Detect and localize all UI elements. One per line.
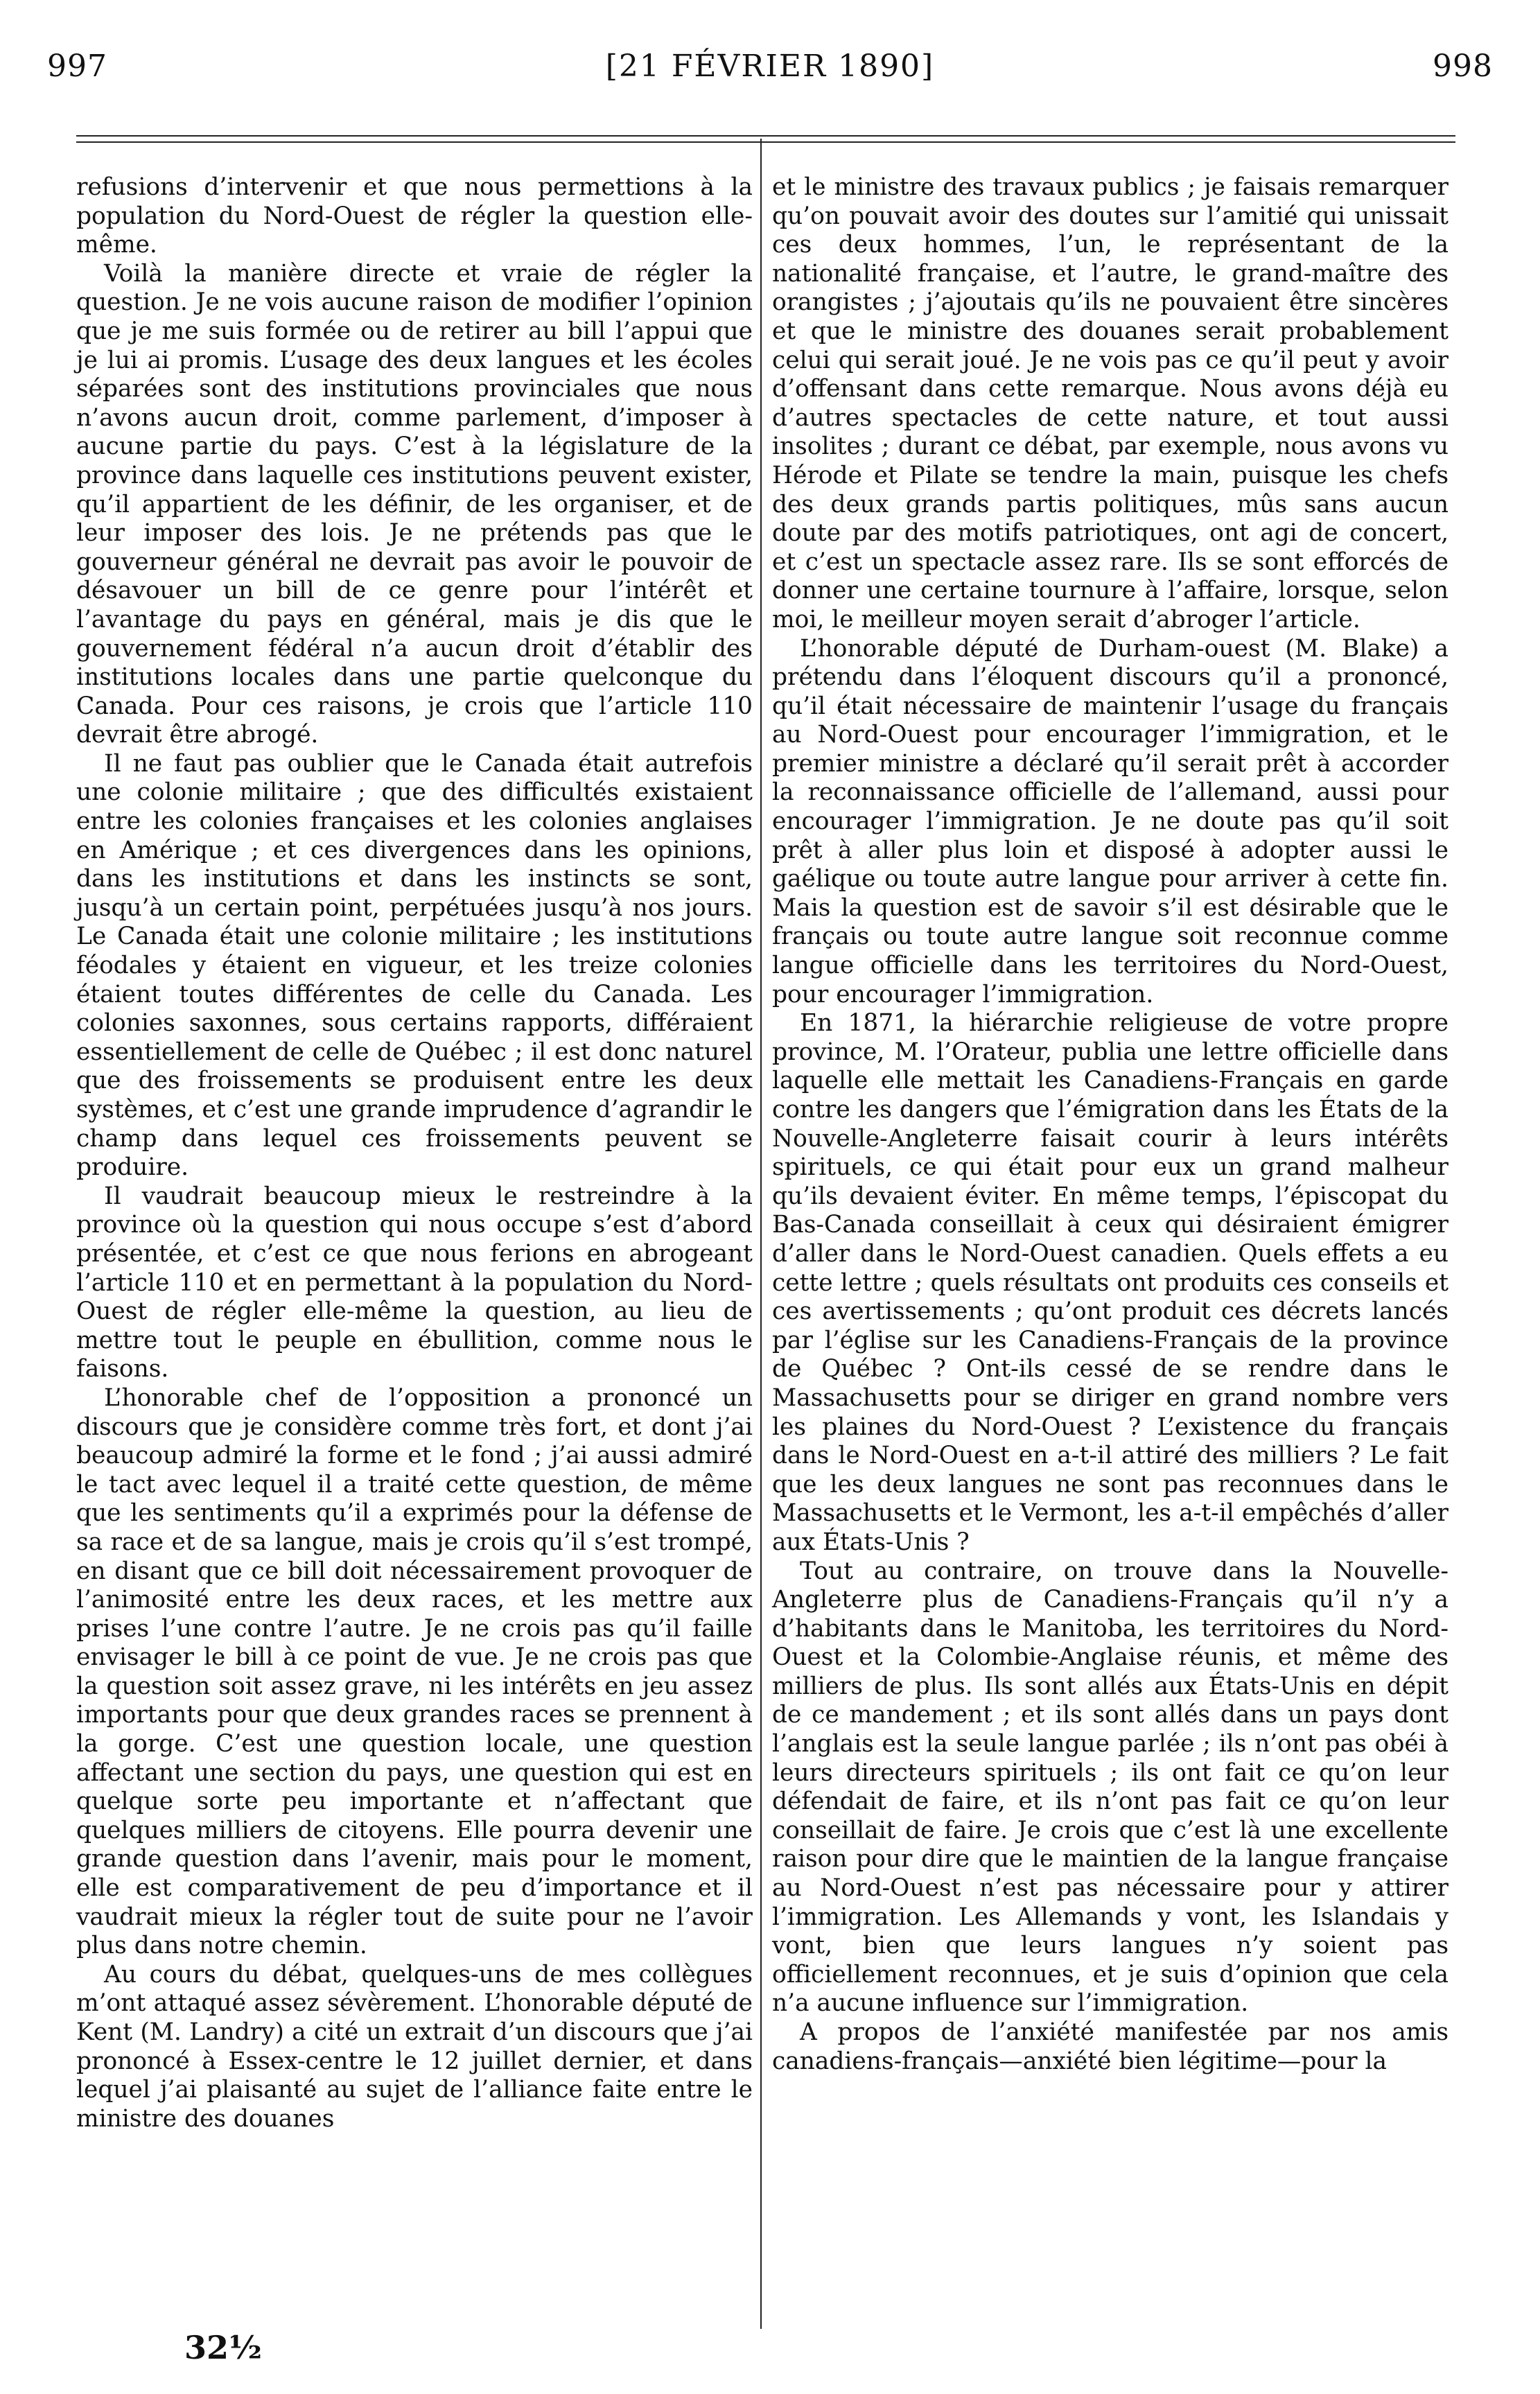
paragraph: Il ne faut pas oublier que le Canada était autrefois une colonie militaire ; que des difficultés existaient entre les colonies françaises et les colonies anglaises en Amérique ; et ces divergences dans les opinions, dans les institutions et dans les instincts se sont, jusqu’à un certain point, perpétuées jusqu’à nos jours. Le Canada était une colonie militaire ; les institutions féodales y étaient en vigueur, et les treize colonies étaient toutes différentes de celle du Canada. Les colonies saxonnes, sous certains rapports, différaient essentiellement de celle de Québec ; il est donc naturel que des froissements se produisent entre les deux systèmes, et c’est une grande imprudence d’agrandir le champ dans lequel ces froissements peuvent se produire. bbox=[76, 749, 753, 1182]
paragraph: Tout au contraire, on trouve dans la Nouvelle-Angleterre plus de Canadiens-Français qu’il n’y a d’habitants dans le Manitoba, les territoires du Nord-Ouest et la Colombie-Anglaise réunis, et même des milliers de plus. Ils sont allés aux États-Unis en dépit de ce mandement ; et ils sont allés dans un pays dont l’anglais est la seule langue parlée ; ils n’ont pas obéi à leurs directeurs spirituels ; ils ont fait ce qu’on leur défendait de faire, et ils n’ont pas fait ce qu’on leur conseillait de faire. Je crois que c’est là une excellente raison pour dire que le maintien de la langue française au Nord-Ouest n’est pas nécessaire pour y attirer l’immigration. Les Allemands y vont, les Islandais y vont, bien que leurs langues n’y soient pas officiellement reconnues, et je suis d’opinion que cela n’a aucune influence sur l’immigration. bbox=[772, 1557, 1449, 2018]
page-number-right: 998 bbox=[1433, 49, 1493, 84]
header-date-title: [21 FÉVRIER 1890] bbox=[605, 49, 935, 84]
paragraph: Au cours du débat, quelques-uns de mes collègues m’ont attaqué assez sévèrement. L’honorable député de Kent (M. Landry) a cité un extrait d’un discours que j’ai prononcé à Essex-centre le 12 juillet dernier, et dans lequel j’ai plaisanté au sujet de l’alliance faite entre le ministre des douanes bbox=[76, 1960, 753, 2133]
paragraph: En 1871, la hiérarchie religieuse de votre propre province, M. l’Orateur, publia une lettre officielle dans laquelle elle mettait les Canadiens-Français en garde contre les dangers que l’émigration dans les États de la Nouvelle-Angleterre faisait courir à leurs intérêts spirituels, ce qui était pour eux un grand malheur qu’ils devaient éviter. En même temps, l’épiscopat du Bas-Canada conseillait à ceux qui désiraient émigrer d’aller dans le Nord-Ouest canadien. Quels effets a eu cette lettre ; quels résultats ont produits ces conseils et ces avertissements ; qu’ont produit ces décrets lancés par l’église sur les Canadiens-Français de la province de Québec ? Ont-ils cessé de se rendre dans le Massachusetts pour se diriger en grand nombre vers les plaines du Nord-Ouest ? L’existence du français dans le Nord-Ouest en a-t-il attiré des milliers ? Le fait que les deux langues ne sont pas reconnues dans le Massachusetts et le Vermont, les a-t-il empêchés d’aller aux États-Unis ? bbox=[772, 1009, 1449, 1556]
paragraph: Il vaudrait beaucoup mieux le restreindre à la province où la question qui nous occupe s’est d’abord présentée, et c’est ce que nous ferions en abrogeant l’article 110 et en permettant à la population du Nord-Ouest de régler elle-même la question, au lieu de mettre tout le peuple en ébullition, comme nous le faisons. bbox=[76, 1182, 753, 1383]
paragraph: L’honorable député de Durham-ouest (M. Blake) a prétendu dans l’éloquent discours qu’il a prononcé, qu’il était nécessaire de maintenir l’usage du français au Nord-Ouest pour encourager l’immigration, et le premier ministre a déclaré qu’il serait prêt à accorder la reconnaissance officielle de l’allemand, aussi pour encourager l’immigration. Je ne doute pas qu’il soit prêt à aller plus loin et disposé à adopter aussi le gaélique ou toute autre langue pour arriver à cette fin. Mais la question est de savoir s’il est désirable que le français ou toute autre langue soit reconnue comme langue officielle dans les territoires du Nord-Ouest, pour encourager l’immigration. bbox=[772, 634, 1449, 1008]
paragraph: L’honorable chef de l’opposition a prononcé un discours que je considère comme très fort, et dont j’ai beaucoup admiré la forme et le fond ; j’ai aussi admiré le tact avec lequel il a traité cette question, de même que les sentiments qu’il a exprimés pour la défense de sa race et de sa langue, mais je crois qu’il s’est trompé, en disant que ce bill doit nécessairement provoquer de l’animosité entre les deux races, et les mettre aux prises l’une contre l’autre. Je ne crois pas qu’il faille envisager le bill à ce point de vue. Je ne crois pas que la question soit assez grave, ni les intérêts en jeu assez importants pour que deux grandes races se prennent à la gorge. C’est une question locale, une question affectant une section du pays, une question qui est en quelque sorte peu importante et n’affectant que quelques milliers de citoyens. Elle pourra devenir une grande question dans l’avenir, mais pour le moment, elle est comparativement de peu d’importance et il vaudrait mieux la régler tout de suite pour ne l’avoir plus dans notre chemin. bbox=[76, 1383, 753, 1960]
page-header bbox=[47, 49, 1493, 90]
page-number-left: 997 bbox=[47, 49, 107, 84]
signature-mark: 32½ bbox=[184, 2329, 262, 2366]
paragraph: refusions d’intervenir et que nous permettions à la population du Nord-Ouest de régler la question elle-même. bbox=[76, 173, 753, 259]
left-column bbox=[76, 173, 753, 2133]
paragraph: et le ministre des travaux publics ; je faisais remarquer qu’on pouvait avoir des doutes sur l’amitié qui unissait ces deux hommes, l’un, le représentant de la nationalité française, et l’autre, le grand-maître des orangistes ; j’ajoutais qu’ils ne pouvaient être sincères et que le ministre des douanes serait probablement celui qui serait joué. Je ne vois pas ce qu’il peut y avoir d’offensant dans cette remarque. Nous avons déjà eu d’autres spectacles de cette nature, et tout aussi insolites ; durant ce débat, par exemple, nous avons vu Hérode et Pilate se tendre la main, puisque les chefs des deux grands partis politiques, mûs sans aucun doute par des motifs patriotiques, ont agi de concert, et c’est un spectacle assez rare. Ils se sont efforcés de donner une certaine tournure à l’affaire, lorsque, selon moi, le meilleur moyen serait d’abroger l’article. bbox=[772, 173, 1449, 634]
header-rule-second bbox=[76, 141, 1455, 143]
right-column bbox=[772, 173, 1449, 2076]
paragraph: Voilà la manière directe et vraie de régler la question. Je ne vois aucune raison de modifier l’opinion que je me suis formée ou de retirer au bill l’appui que je lui ai promis. L’usage des deux langues et les écoles séparées sont des institutions provinciales que nous n’avons aucun droit, comme parlement, d’imposer à aucune partie du pays. C’est à la législature de la province dans laquelle ces institutions peuvent exister, qu’il appartient de les définir, de les organiser, et de leur imposer des lois. Je ne prétends pas que le gouverneur général ne devrait pas avoir le pouvoir de désavouer un bill de ce genre pour l’intérêt et l’avantage du pays en général, mais je dis que le gouvernement fédéral n’a aucun droit d’établir des institutions locales dans une partie quelconque du Canada. Pour ces raisons, je crois que l’article 110 devrait être abrogé. bbox=[76, 259, 753, 749]
header-rule bbox=[76, 135, 1455, 137]
paragraph: A propos de l’anxiété manifestée par nos amis canadiens-français—anxiété bien légitime—pour la bbox=[772, 2018, 1449, 2075]
column-divider bbox=[760, 139, 762, 2329]
